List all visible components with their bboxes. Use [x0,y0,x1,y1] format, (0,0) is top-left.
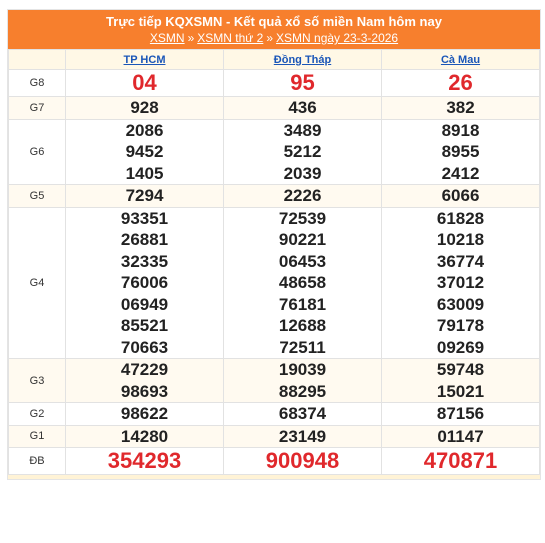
prize-label: G7 [9,97,66,120]
result-number: 01147 [437,426,484,446]
prize-cell [66,207,224,359]
prize-label: G4 [9,207,66,359]
results-body [9,70,540,475]
result-number: 14280 [120,426,169,446]
result-number: 8918 [441,120,480,140]
result-number: 26881 [120,230,169,249]
prize-cell [224,207,382,359]
province-header [66,50,224,70]
result-number: 470871 [423,448,498,473]
result-number: 9452 [125,142,164,161]
prize-row-g1 [9,425,540,448]
result-number: 47229 [120,360,169,379]
result-number: 98622 [120,404,169,423]
prize-cell [382,185,540,208]
result-number: 04 [132,70,157,95]
prize-label: G3 [9,359,66,403]
results-header [8,10,540,49]
prize-row-g7 [9,97,540,120]
result-number: 68374 [278,404,327,423]
result-number: 5212 [283,142,322,161]
prize-cell [224,119,382,185]
province-header [382,50,540,70]
breadcrumb-separator: » [187,31,195,45]
prize-cell [66,70,224,97]
prize-cell [382,97,540,120]
result-number: 23149 [278,426,327,446]
result-number: 61828 [436,208,485,228]
result-number: 36774 [436,251,485,271]
province-header [224,50,382,70]
result-number: 48658 [278,273,327,292]
result-number: 70663 [120,337,169,357]
prize-cell [224,359,382,403]
prize-cell [224,403,382,426]
prize-label: G1 [9,425,66,448]
result-number: 06949 [120,294,169,314]
result-number: 1405 [125,163,164,183]
result-number: 2039 [283,163,322,183]
result-number: 09269 [436,337,485,357]
results-panel [7,9,541,480]
prize-cell [66,359,224,403]
breadcrumb-xsmn[interactable]: XSMN [149,31,185,45]
prize-row-g2 [9,403,540,426]
prize-label: G5 [9,185,66,208]
result-number: 76006 [120,273,169,292]
prize-row-g4 [9,207,540,359]
result-number: 93351 [120,208,169,228]
prize-cell [66,97,224,120]
result-number: 79178 [436,316,485,335]
result-number: 8955 [441,142,480,161]
result-number: 2412 [441,163,480,183]
prize-cell [382,448,540,475]
result-number: 15021 [436,381,485,401]
result-number: 95 [290,70,315,95]
result-number: 76181 [278,294,327,314]
prize-cell [382,403,540,426]
breadcrumb-xsmn-thu-2[interactable]: XSMN thứ 2 [197,31,264,45]
prize-row-g8 [9,70,540,97]
result-number: 6066 [441,186,480,205]
result-number: 90221 [278,230,327,249]
result-number: 382 [446,98,475,117]
prize-cell [224,448,382,475]
prize-cell [66,185,224,208]
result-number: 63009 [436,294,485,314]
result-number: 3489 [283,120,322,140]
result-number: 7294 [125,186,164,205]
result-number: 26 [448,70,473,95]
result-number: 12688 [278,316,327,335]
result-number: 98693 [120,381,169,401]
result-number: 06453 [278,251,327,271]
result-number: 900948 [265,448,340,473]
result-number: 10218 [436,230,485,249]
prize-cell [66,403,224,426]
prize-cell [382,359,540,403]
breadcrumb [8,30,540,46]
prize-cell [224,97,382,120]
province-link-tp-hcm[interactable]: TP HCM [123,53,166,66]
prize-row-g3 [9,359,540,403]
breadcrumb-xsmn-date[interactable]: XSMN ngày 23-3-2026 [276,31,399,45]
prize-cell [66,119,224,185]
prize-label: G6 [9,119,66,185]
prize-cell [224,70,382,97]
result-number: 37012 [436,273,485,292]
result-number: 354293 [107,448,182,473]
result-number: 87156 [436,404,485,423]
province-link-ca-mau[interactable]: Cà Mau [440,53,481,66]
result-number: 19039 [278,360,327,379]
prize-cell [66,425,224,448]
result-number: 72539 [278,208,327,228]
result-number: 32335 [120,251,169,271]
result-number: 928 [130,98,159,117]
province-link-dong-thap[interactable]: Đồng Tháp [273,53,332,66]
bottom-bar [8,475,540,479]
result-number: 2086 [125,120,164,140]
result-number: 2226 [283,186,322,205]
result-number: 436 [288,98,317,117]
prize-label: G8 [9,70,66,97]
result-number: 85521 [120,316,169,335]
prize-cell [382,425,540,448]
prize-cell [224,425,382,448]
prize-cell [66,448,224,475]
prize-column-header [9,50,66,70]
page-title: Trực tiếp KQXSMN - Kết quả xổ số miền Nam hôm nay [106,14,442,29]
prize-cell [382,207,540,359]
prize-row-g6 [9,119,540,185]
prize-row-g5 [9,185,540,208]
results-table [8,49,540,475]
prize-cell [382,119,540,185]
province-header-row [9,50,540,70]
prize-row-db [9,448,540,475]
prize-cell [382,70,540,97]
prize-label: ĐB [9,448,66,475]
result-number: 59748 [436,360,485,379]
breadcrumb-separator: » [266,31,274,45]
result-number: 88295 [278,381,327,401]
prize-label: G2 [9,403,66,426]
prize-cell [224,185,382,208]
result-number: 72511 [279,337,326,357]
